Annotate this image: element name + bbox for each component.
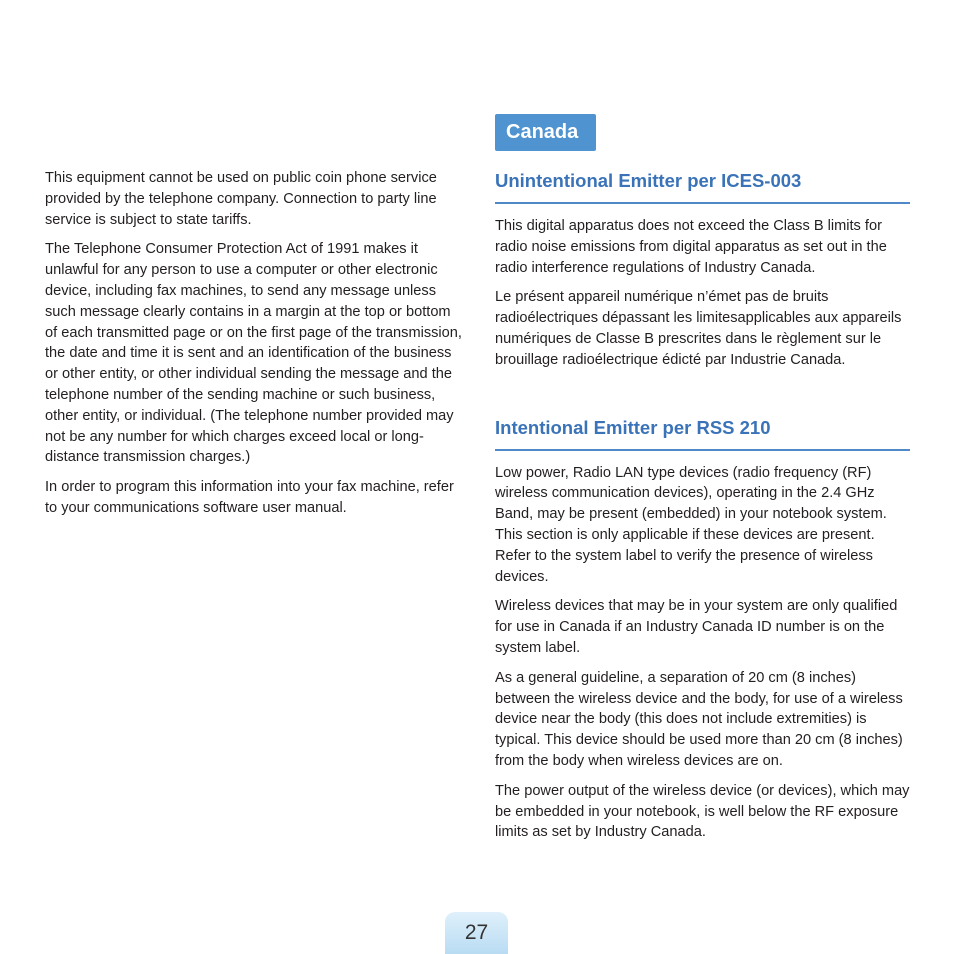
right-column [495,114,910,852]
page-number: 27 [445,912,508,954]
paragraph: This digital apparatus does not exceed the Class B limits for radio noise emissions from digital apparatus as set out in the radio interference regulations of Industry Canada. [495,218,887,276]
paragraph: Low power, Radio LAN type devices (radio frequency (RF) wireless communication devices), operating in the 2.4 GHz Band, may be present (embedded) in your notebook system. This section is only applicable if these devices are present. Refer to the system label to verify the presence of wireless devices. [495,464,887,585]
paragraph: The power output of the wireless device (or devices), which may be embedded in your notebook, is well below the RF exposure limits as set by Industry Canada. [495,782,910,841]
paragraph: This equipment cannot be used on public coin phone service provided by the telephone company. Connection to party line service is subject to state tariffs. [45,170,437,228]
paragraph: Le présent appareil numérique n’émet pas de bruits radioélectriques dépassant les limitesapplicables aux appareils numériques de Classe B prescrites dans le règlement sur le brouillage radioélectrique édicté par Industrie Canada. [495,289,902,368]
paragraph: Wireless devices that may be in your system are only qualified for use in Canada if an Industry Canada ID number is on the system label. [495,598,898,656]
section-heading-ices: Unintentional Emitter per ICES-003 [495,169,910,204]
paragraph: As a general guideline, a separation of 20 cm (8 inches) between the wireless device and the body, for use of a wireless device near the body (this does not include extremities) is typical. This device should be used more than 20 cm (8 inches) from the body when wireless devices are on. [495,669,903,769]
section-tag-canada: Canada [495,114,596,151]
section-heading-rss: Intentional Emitter per RSS 210 [495,416,910,451]
left-column [45,168,465,528]
paragraph: In order to program this information into your fax machine, refer to your communications software user manual. [45,479,454,516]
paragraph: The Telephone Consumer Protection Act of 1991 makes it unlawful for any person to use a computer or other electronic device, including fax machines, to send any message unless such message clearly contains in a margin at the top or bottom of each transmitted page or on the first page of the transmission, the date and time it is sent and an identification of the business or other entity, or other individual sending the message and the telephone number of the sending machine or such business, other entity, or individual. (The telephone number provided may not be any number for which charges exceed local or long-distance transmission charges.) [45,241,462,466]
